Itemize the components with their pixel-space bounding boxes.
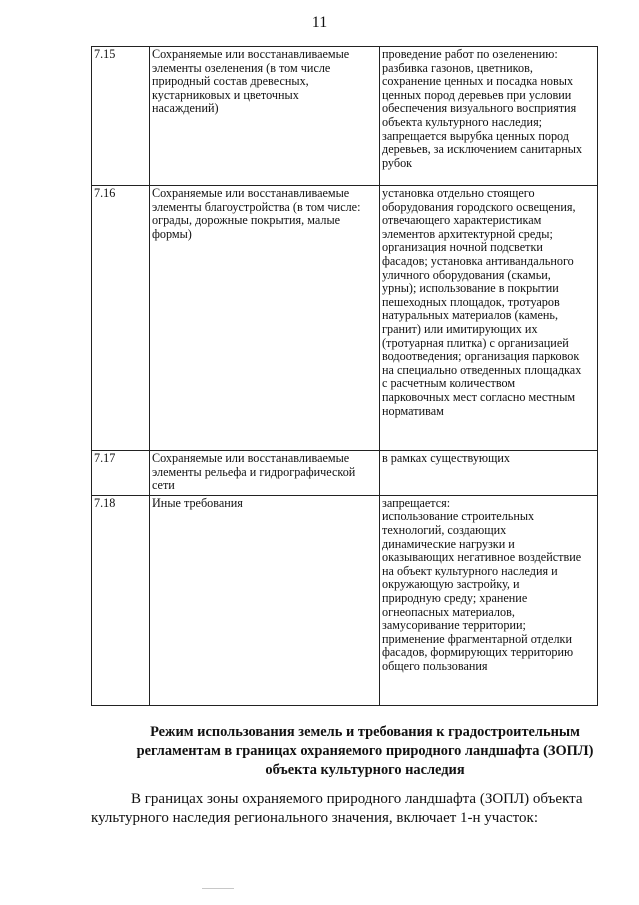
element-line: Сохраняемые или восстанавливаемые bbox=[152, 186, 350, 200]
element-line: Сохраняемые или восстанавливаемые bbox=[152, 451, 350, 465]
element-line: элементы благоустройства (в том числе: bbox=[152, 199, 361, 214]
requirement-line: пешеходных площадок, тротуаров bbox=[382, 294, 560, 309]
requirement-line: гранит) или имитирующих их bbox=[382, 321, 538, 336]
row-number: 7.17 bbox=[92, 451, 150, 496]
requirement-line: фасадов, формирующих территорию bbox=[382, 645, 574, 660]
requirement-line: (тротуарная плитка) с организацией bbox=[382, 335, 569, 350]
element-cell bbox=[150, 495, 380, 705]
row-number: 7.18 bbox=[92, 495, 150, 705]
element-line: сети bbox=[152, 478, 175, 493]
requirement-line: в рамках существующих bbox=[382, 451, 511, 465]
paragraph-line: В границах зоны охраняемого природного ландшафта (ЗОПЛ) объекта bbox=[131, 791, 583, 807]
requirement-line: замусоривание территории; bbox=[382, 618, 526, 633]
requirement-line: водоотведения; организация парковок bbox=[382, 349, 580, 364]
table-row bbox=[92, 495, 598, 705]
requirement-line: применение фрагментарной отделки bbox=[382, 631, 572, 646]
requirement-line: урны); использование в покрытии bbox=[382, 281, 559, 296]
element-line: природный состав древесных, bbox=[152, 74, 309, 89]
section-heading bbox=[95, 723, 635, 780]
element-line: элементы озеленения (в том числе bbox=[152, 60, 331, 75]
paragraph-line: культурного наследия регионального значения, включает 1-н участок: bbox=[91, 810, 538, 826]
requirement-cell bbox=[380, 186, 598, 451]
requirement-line: отвечающего характеристикам bbox=[382, 213, 542, 228]
requirement-line: нормативам bbox=[382, 403, 444, 418]
requirement-line: оказывающих негативное воздействие bbox=[382, 550, 582, 565]
requirement-line: организация ночной подсветки bbox=[382, 240, 543, 255]
requirement-line: фасадов; установка антивандального bbox=[382, 253, 574, 268]
requirement-line: обеспечения визуального восприятия bbox=[382, 101, 577, 116]
requirement-line: природную среду; хранение bbox=[382, 590, 528, 605]
requirement-line: проведение работ по озеленению: bbox=[382, 47, 558, 61]
requirement-line: динамические нагрузки и bbox=[382, 536, 515, 551]
element-line: формы) bbox=[152, 226, 192, 241]
requirement-line: парковочных мест согласно местным bbox=[382, 389, 576, 404]
requirement-line: натуральных материалов (камень, bbox=[382, 308, 558, 323]
requirement-line: с расчетным количеством bbox=[382, 376, 516, 391]
element-line: ограды, дорожные покрытия, малые bbox=[152, 213, 341, 228]
requirement-line: технологий, создающих bbox=[382, 522, 507, 537]
element-line: кустарниковых и цветочных bbox=[152, 87, 299, 102]
row-number: 7.15 bbox=[92, 47, 150, 186]
requirement-line: сохранение ценных и посадка новых bbox=[382, 74, 574, 89]
table-row bbox=[92, 47, 598, 186]
heading-line: объекта культурного наследия bbox=[265, 762, 465, 778]
heading-line: регламентам в границах охраняемого природного ландшафта (ЗОПЛ) bbox=[136, 743, 594, 759]
requirement-line: оборудования городского освещения, bbox=[382, 199, 576, 214]
requirement-line: ценных пород деревьев при условии bbox=[382, 87, 572, 102]
requirement-cell bbox=[380, 495, 598, 705]
page-number: 11 bbox=[311, 14, 328, 31]
requirement-line: объекта культурного наследия; bbox=[382, 114, 543, 129]
requirement-line: уличного оборудования (скамьи, bbox=[382, 267, 551, 282]
element-cell bbox=[150, 451, 380, 496]
table-row bbox=[92, 451, 598, 496]
requirement-line: запрещается вырубка ценных пород bbox=[382, 128, 569, 143]
requirement-line: окружающую застройку, и bbox=[382, 577, 520, 592]
element-cell bbox=[150, 186, 380, 451]
requirements-table bbox=[91, 46, 598, 706]
requirement-line: на специально отведенных площадках bbox=[382, 362, 582, 377]
requirement-line: элементов архитектурной среды; bbox=[382, 226, 553, 241]
element-cell bbox=[150, 47, 380, 186]
requirement-cell bbox=[380, 47, 598, 186]
scan-artifact bbox=[202, 888, 234, 889]
requirement-line: запрещается: bbox=[382, 495, 451, 510]
row-number: 7.16 bbox=[92, 186, 150, 451]
element-line: Иные требования bbox=[152, 495, 243, 510]
requirement-line: рубок bbox=[382, 155, 413, 170]
element-line: элементы рельефа и гидрографической bbox=[152, 464, 356, 479]
element-line: насаждений) bbox=[152, 101, 219, 116]
heading-line: Режим использования земель и требования к градостроительным bbox=[150, 724, 580, 740]
requirement-cell bbox=[380, 451, 598, 496]
requirement-line: общего пользования bbox=[382, 658, 488, 673]
requirement-line: разбивка газонов, цветников, bbox=[382, 60, 533, 75]
table-row bbox=[92, 186, 598, 451]
requirement-line: деревьев, за исключением санитарных bbox=[382, 142, 583, 157]
requirement-line: установка отдельно стоящего bbox=[382, 186, 535, 200]
requirement-line: на объект культурного наследия и bbox=[382, 563, 558, 578]
requirement-line: использование строительных bbox=[382, 509, 535, 524]
body-paragraph bbox=[91, 790, 611, 828]
requirement-line: огнеопасных материалов, bbox=[382, 604, 515, 619]
element-line: Сохраняемые или восстанавливаемые bbox=[152, 47, 350, 61]
